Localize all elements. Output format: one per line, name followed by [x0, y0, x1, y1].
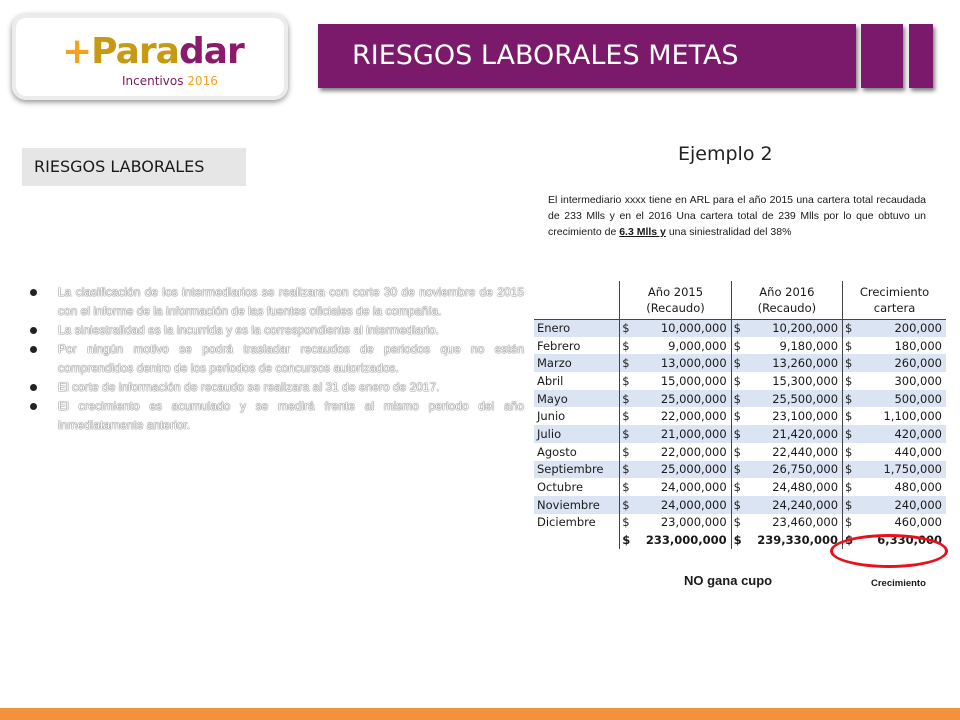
- list-item-text: El corte de información de recaudo se realizara al 31 de enero de 2017.: [58, 380, 440, 394]
- currency-cell: $: [622, 444, 630, 459]
- header-growth-line2: cartera: [873, 300, 916, 315]
- currency-cell: $: [622, 338, 630, 353]
- currency-cell: $: [620, 461, 635, 479]
- logo-plus: +: [62, 31, 92, 72]
- growth-cell: 260,000: [858, 354, 946, 372]
- currency-cell: $: [843, 319, 858, 337]
- currency-cell: $: [733, 373, 741, 388]
- currency-cell: $: [843, 425, 858, 443]
- currency-cell: $: [845, 515, 853, 530]
- value-2015-cell: 10,000,000: [635, 319, 731, 337]
- table-row: [534, 354, 946, 372]
- month-cell: Febrero: [534, 337, 620, 355]
- example-text-start: El intermediario xxxx tiene en ARL para el año 2015 una cartera total recaudada de 233 Mlls y en el 2016 Una cartera total de 239 Mlls por lo que obtuvo un crecimiento de: [548, 194, 926, 238]
- table-row: [534, 319, 946, 337]
- table-header-row: [534, 281, 946, 319]
- currency-cell: $: [731, 354, 746, 372]
- currency-cell: $: [731, 425, 746, 443]
- month-cell: Enero: [534, 319, 620, 337]
- growth-cell: 460,000: [894, 515, 942, 530]
- total-growth-cell: 6,330,000: [877, 533, 942, 548]
- header-2016-line1: Año 2016: [759, 284, 815, 299]
- bullet-icon: [30, 403, 37, 410]
- growth-cell: 240,000: [858, 496, 946, 514]
- growth-cell: 500,000: [858, 390, 946, 408]
- value-2015-cell: 13,000,000: [635, 354, 731, 372]
- value-2016-cell: 24,480,000: [747, 478, 843, 496]
- list-item-text: La siniestralidad es la incurrida y es la correspondiente al intermediario.: [58, 323, 439, 337]
- growth-cell: 180,000: [894, 338, 942, 353]
- header-growth: [843, 281, 946, 319]
- currency-cell: $: [731, 461, 746, 479]
- currency-cell: $: [843, 354, 858, 372]
- list-item: [28, 283, 524, 321]
- value-2015-cell: 24,000,000: [635, 478, 731, 496]
- value-2016-cell: 22,440,000: [747, 443, 843, 461]
- value-2015-cell: 25,000,000: [635, 390, 731, 408]
- table-row: [534, 390, 946, 408]
- growth-cell: 420,000: [858, 425, 946, 443]
- growth-cell: 1,750,000: [858, 461, 946, 479]
- currency-cell: $: [843, 461, 858, 479]
- value-2015-cell: 9,000,000: [635, 337, 731, 355]
- value-2015-cell: 25,000,000: [635, 461, 731, 479]
- currency-cell: $: [622, 409, 630, 424]
- value-2016-cell: 24,240,000: [747, 496, 843, 514]
- month-cell: Marzo: [534, 354, 620, 372]
- value-2016-cell: 26,750,000: [747, 461, 843, 479]
- currency-cell: $: [733, 444, 741, 459]
- header-2015-line1: Año 2015: [647, 284, 704, 299]
- currency-cell: $: [622, 373, 630, 388]
- footer-bar: [0, 708, 960, 720]
- currency-cell: $: [845, 338, 853, 353]
- header-month: [534, 281, 620, 319]
- value-2016-cell: 9,180,000: [747, 337, 843, 355]
- currency-cell: $: [733, 409, 741, 424]
- logo-sub-text: Incentivos: [122, 74, 184, 88]
- example-text-end: una siniestralidad del 38%: [665, 226, 792, 238]
- value-2015-cell: 22,000,000: [635, 407, 731, 425]
- title-bar: [318, 24, 856, 88]
- list-item: [28, 397, 524, 435]
- header-2016: [731, 281, 842, 319]
- section-label: [22, 148, 246, 186]
- growth-highlight-circle: [830, 534, 948, 568]
- bullet-icon: [30, 289, 37, 296]
- growth-caption: Crecimiento: [871, 578, 926, 589]
- total-2015-cell: 233,000,000: [635, 531, 731, 549]
- currency-cell: $: [731, 319, 746, 337]
- rules-list: [28, 283, 524, 435]
- value-2016-cell: 23,100,000: [747, 407, 843, 425]
- value-2016-cell: 15,300,000: [747, 372, 843, 390]
- table-row: [534, 407, 946, 425]
- month-cell: Octubre: [534, 478, 620, 496]
- table-row: [534, 496, 946, 514]
- example-paragraph: [548, 192, 926, 240]
- currency-cell: $: [620, 496, 635, 514]
- currency-cell: $: [733, 533, 742, 548]
- currency-cell: $: [620, 319, 635, 337]
- total-label-cell: [534, 531, 620, 549]
- value-2016-cell: 13,260,000: [747, 354, 843, 372]
- header-2015: [620, 281, 731, 319]
- value-2016-cell: 25,500,000: [747, 390, 843, 408]
- section-label-text: RIESGOS LABORALES: [34, 157, 205, 176]
- total-2016-cell: 239,330,000: [747, 531, 843, 549]
- bullet-icon: [30, 327, 37, 334]
- month-cell: Julio: [534, 425, 620, 443]
- value-2015-cell: 24,000,000: [635, 496, 731, 514]
- month-cell: Junio: [534, 407, 620, 425]
- example-text-highlight: 6.3 Mlls y: [619, 226, 666, 238]
- bullet-icon: [30, 346, 37, 353]
- growth-cell: 300,000: [894, 373, 942, 388]
- value-2016-cell: 21,420,000: [747, 425, 843, 443]
- currency-cell: $: [845, 480, 853, 495]
- value-2015-cell: 23,000,000: [635, 514, 731, 532]
- currency-cell: $: [620, 425, 635, 443]
- currency-cell: $: [731, 390, 746, 408]
- decor-tab-2: [909, 24, 933, 88]
- currency-cell: $: [620, 354, 635, 372]
- example-title: Ejemplo 2: [678, 143, 773, 165]
- currency-cell: $: [622, 480, 630, 495]
- table-row: [534, 514, 946, 532]
- value-2016-cell: 10,200,000: [747, 319, 843, 337]
- header-growth-line1: Crecimiento: [859, 284, 930, 299]
- currency-cell: $: [733, 338, 741, 353]
- month-cell: Abril: [534, 372, 620, 390]
- currency-cell: $: [845, 444, 853, 459]
- currency-cell: $: [845, 373, 853, 388]
- decor-tab-1: [861, 24, 903, 88]
- currency-cell: $: [620, 390, 635, 408]
- value-2015-cell: 15,000,000: [635, 372, 731, 390]
- month-cell: Noviembre: [534, 496, 620, 514]
- table-row: [534, 372, 946, 390]
- list-item-text: El crecimiento es acumulado y se medirá frente al mismo periodo del año inmediatamente anterior.: [58, 399, 524, 432]
- value-2015-cell: 22,000,000: [635, 443, 731, 461]
- logo-para: Para: [91, 31, 179, 72]
- bullet-icon: [30, 384, 37, 391]
- month-cell: Mayo: [534, 390, 620, 408]
- currency-cell: $: [845, 533, 854, 548]
- growth-cell: 200,000: [858, 319, 946, 337]
- list-item-text: Por ningún motivo se podrá trasladar recaudos de periodos que no estén comprendidos dentro de los periodos de concursos autorizados.: [58, 342, 524, 375]
- logo-wordmark: [62, 31, 244, 72]
- growth-cell: 480,000: [894, 480, 942, 495]
- list-item-text: La clasificación de los intermediarios se realizara con corte 30 de noviembre de 2015 con el informe de la información de las fuentes oficiales de la compañía.: [58, 285, 524, 318]
- logo: [12, 14, 288, 100]
- month-cell: Diciembre: [534, 514, 620, 532]
- logo-year: 2016: [187, 74, 218, 88]
- currency-cell: $: [843, 496, 858, 514]
- month-cell: Agosto: [534, 443, 620, 461]
- table-row: [534, 425, 946, 443]
- header-2015-line2: (Recaudo): [646, 300, 705, 315]
- currency-cell: $: [731, 496, 746, 514]
- logo-dar: dar: [178, 31, 244, 72]
- currency-cell: $: [622, 515, 630, 530]
- currency-cell: $: [845, 409, 853, 424]
- currency-cell: $: [733, 515, 741, 530]
- table-row: [534, 478, 946, 496]
- list-item: [28, 321, 524, 340]
- logo-subtitle: [122, 74, 218, 88]
- growth-cell: 1,100,000: [883, 409, 942, 424]
- value-2016-cell: 23,460,000: [747, 514, 843, 532]
- header-2016-line2: (Recaudo): [757, 300, 817, 315]
- table-row: [534, 461, 946, 479]
- table-row: [534, 443, 946, 461]
- growth-cell: 440,000: [894, 444, 942, 459]
- result-label: NO gana cupo: [684, 573, 773, 588]
- recaudo-table: [534, 281, 946, 549]
- currency-cell: $: [622, 533, 631, 548]
- currency-cell: $: [733, 480, 741, 495]
- value-2015-cell: 21,000,000: [635, 425, 731, 443]
- list-item: [28, 340, 524, 378]
- currency-cell: $: [843, 390, 858, 408]
- list-item: [28, 378, 524, 397]
- month-cell: Septiembre: [534, 461, 620, 479]
- table-row: [534, 337, 946, 355]
- page-title: RIESGOS LABORALES METAS: [352, 40, 739, 71]
